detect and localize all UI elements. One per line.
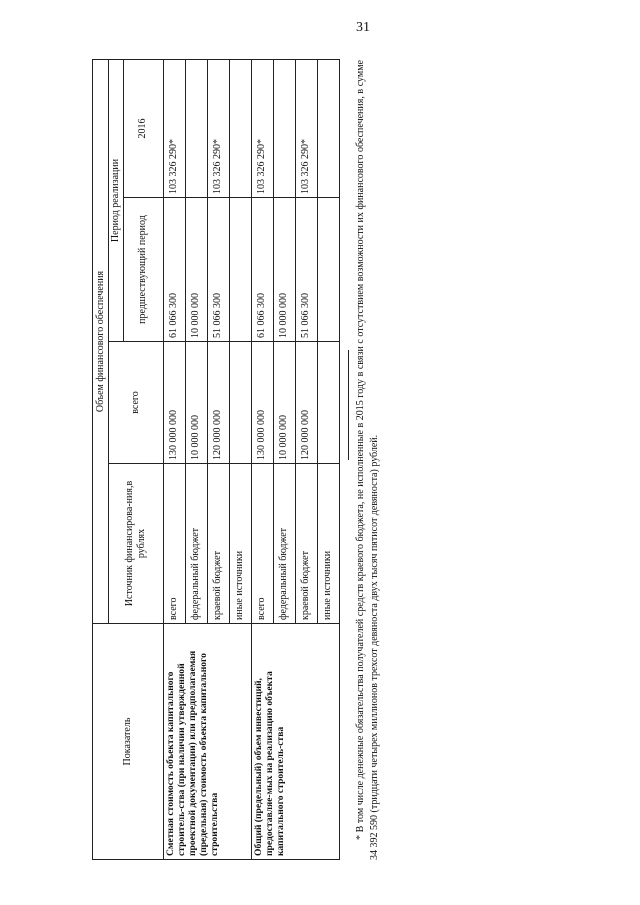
year-cell (273, 60, 295, 198)
total-cell (229, 342, 251, 464)
total-cell: 120 000 000 (207, 342, 229, 464)
source-cell: краевой бюджет (207, 464, 229, 624)
table-row (251, 60, 273, 860)
year-cell: 103 326 290* (251, 60, 273, 198)
total-cell: 10 000 000 (185, 342, 207, 464)
preceding-cell: 51 066 300 (207, 198, 229, 342)
total-cell: 130 000 000 (251, 342, 273, 464)
table-row (163, 60, 185, 860)
source-cell: федеральный бюджет (273, 464, 295, 624)
preceding-cell: 10 000 000 (273, 198, 295, 342)
total-cell: 120 000 000 (295, 342, 317, 464)
header-financing-volume: Объем финансового обеспечения (93, 60, 109, 624)
header-indicator: Показатель (93, 624, 164, 860)
year-cell: 103 326 290* (207, 60, 229, 198)
total-cell: 130 000 000 (163, 342, 185, 464)
financing-table (92, 59, 340, 860)
year-cell: 103 326 290* (295, 60, 317, 198)
preceding-cell: 61 066 300 (251, 198, 273, 342)
footnote-separator (348, 350, 349, 460)
header-source: Источник финансирова-ния,в рублях (109, 464, 164, 624)
source-cell: иные источники (317, 464, 339, 624)
rotated-content (92, 60, 412, 860)
header-year: 2016 (123, 60, 163, 198)
source-cell: федеральный бюджет (185, 464, 207, 624)
source-cell: всего (163, 464, 185, 624)
source-cell: всего (251, 464, 273, 624)
source-cell: краевой бюджет (295, 464, 317, 624)
preceding-cell: 10 000 000 (185, 198, 207, 342)
header-total: всего (109, 342, 164, 464)
footnote: * В том числе денежные обязательства получателей средств краевого бюджета, не исполненные в 2015 году в связи с отсутствием возможности их финансового обеспечения, в сумме 34 392 590 (тридцати четырех миллионов трехсот девяноста двух тысяч пятисот девяноста) рублей. (355, 60, 380, 860)
header-preceding-period: предшествующий период (123, 198, 163, 342)
preceding-cell (317, 198, 339, 342)
page-number: 31 (356, 20, 370, 35)
preceding-cell: 61 066 300 (163, 198, 185, 342)
total-cell (317, 342, 339, 464)
preceding-cell: 51 066 300 (295, 198, 317, 342)
indicator-cell: Сметная стоимость объекта капитального строитель-ства (при наличии утвержденной проектной документации) или предполагаемая (предельная) стоимость объекта капитального строительства (163, 624, 251, 860)
total-cell: 10 000 000 (273, 342, 295, 464)
source-cell: иные источники (229, 464, 251, 624)
preceding-cell (229, 198, 251, 342)
year-cell (185, 60, 207, 198)
indicator-cell: Общий (предельный) объем инвестиций, предоставляе-мых на реализацию объекта капитального строитель-ства (251, 624, 339, 860)
year-cell (317, 60, 339, 198)
year-cell: 103 326 290* (163, 60, 185, 198)
header-period: Период реализации (109, 60, 124, 342)
year-cell (229, 60, 251, 198)
